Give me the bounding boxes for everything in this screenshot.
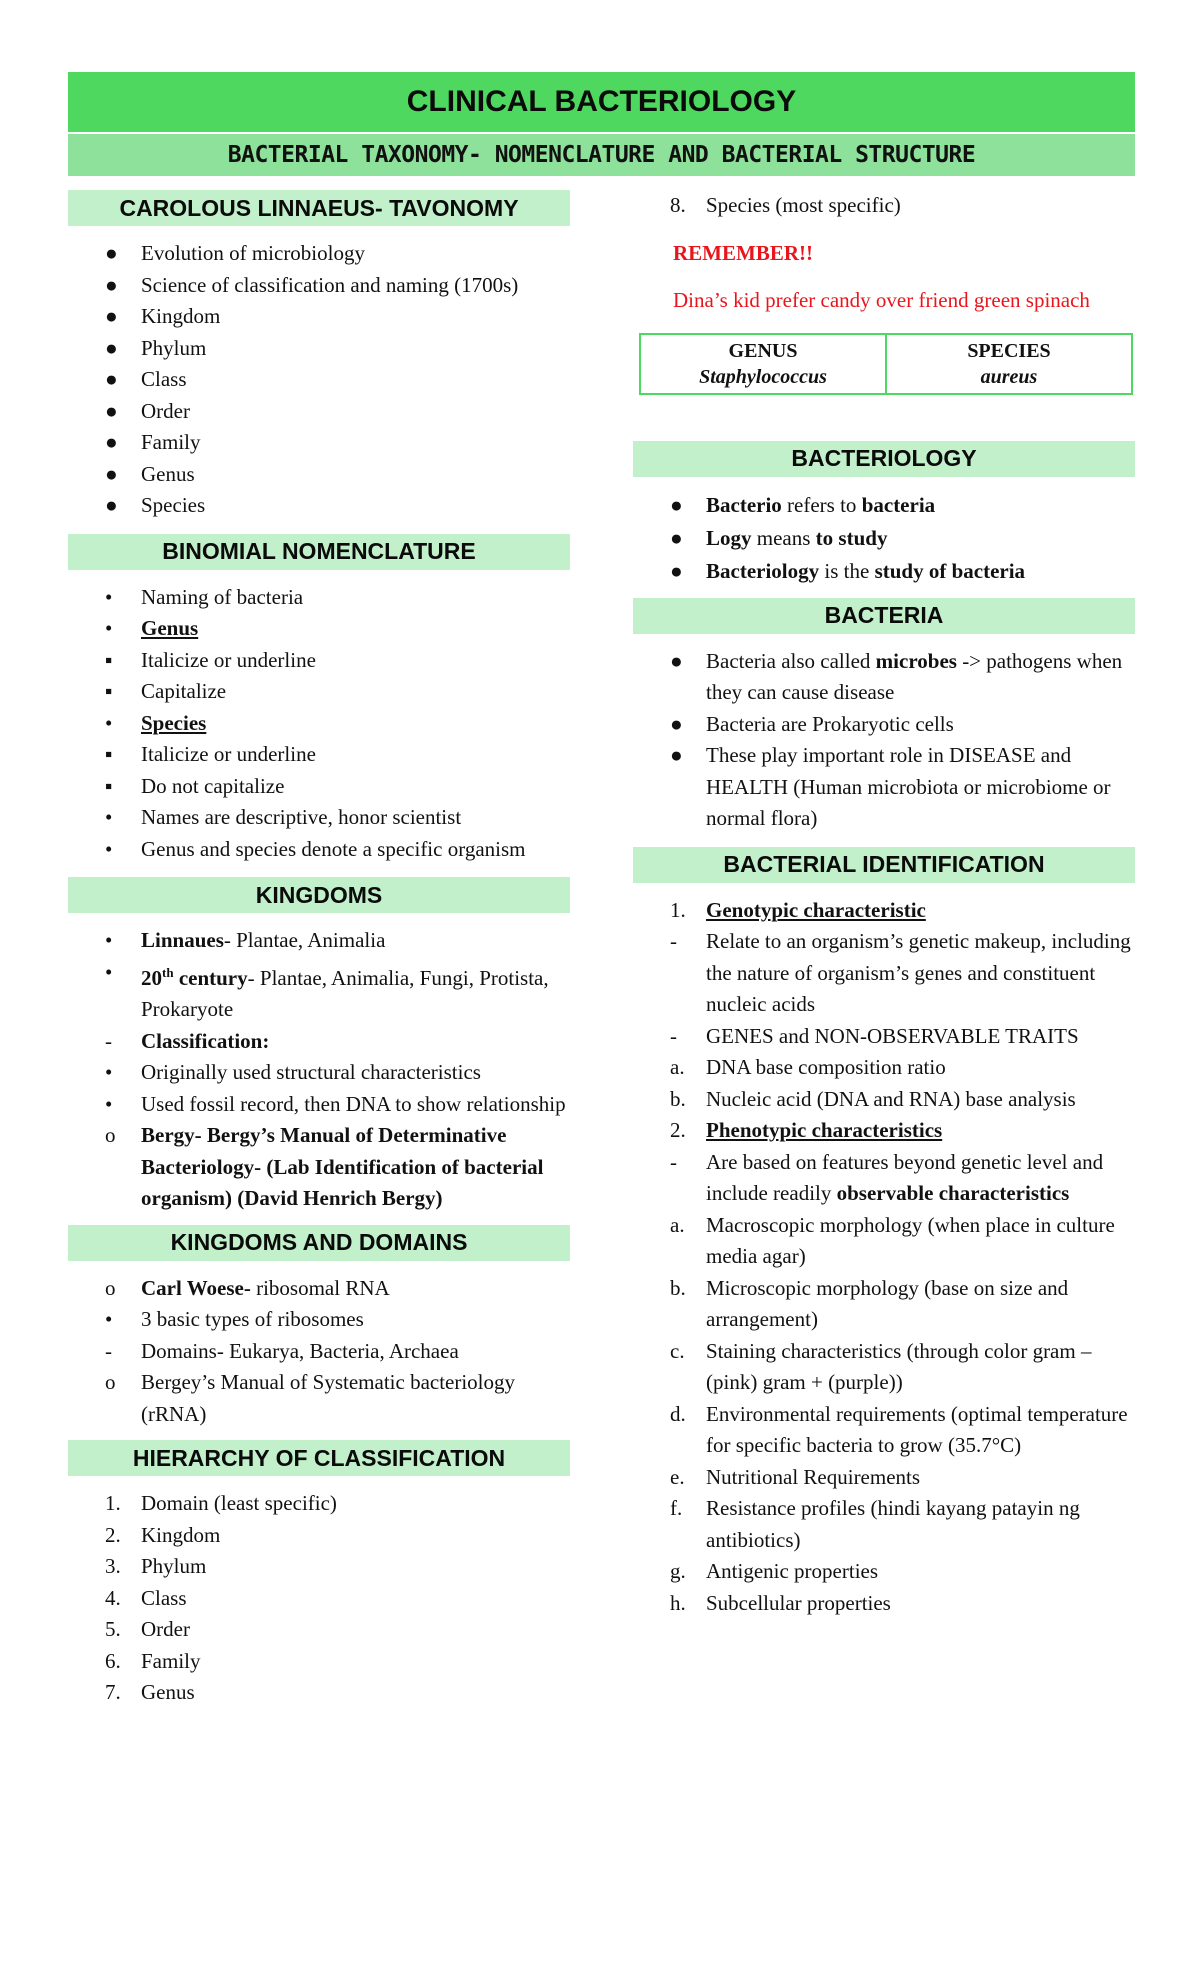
list-item: ▪ Italicize or underline <box>105 647 316 672</box>
bacteriology-list <box>633 489 1135 588</box>
list-item: e. Nutritional Requirements <box>670 1464 921 1489</box>
section-heading-linnaeus: CAROLOUS LINNAEUS- TAVONOMY <box>68 190 570 226</box>
section-heading-identification: BACTERIAL IDENTIFICATION <box>633 847 1135 883</box>
list-item: 4. Class <box>105 1585 187 1610</box>
list-item: ● Kingdom <box>105 304 221 328</box>
list-item: • Genus and species denote a specific organism <box>105 836 526 861</box>
list-item: 2. Phenotypic characteristics <box>670 1118 943 1142</box>
list-item: ● Bacterio refers to bacteria <box>670 492 936 517</box>
list-item: 5. Order <box>105 1617 190 1641</box>
list-item: • Linnaues- Plantae, Animalia <box>105 928 386 952</box>
list-item: ▪ Do not capitalize <box>105 773 285 798</box>
list-item: a. Macroscopic morphology (when place in culture media agar) <box>670 1212 1115 1268</box>
list-item: - GENES and NON-OBSERVABLE TRAITS <box>670 1023 1079 1048</box>
list-item: ● Species <box>105 493 206 517</box>
section-heading-domains: KINGDOMS AND DOMAINS <box>68 1225 570 1261</box>
section-heading-binomial: BINOMIAL NOMENCLATURE <box>68 534 570 570</box>
list-item: a. DNA base composition ratio <box>670 1055 946 1079</box>
hierarchy-list <box>68 1488 570 1709</box>
list-item: ● Bacteria are Prokaryotic cells <box>670 711 954 736</box>
list-item: d. Environmental requirements (optimal temperature for specific bacteria to grow (35.7°C) <box>670 1401 1128 1457</box>
species-cell: SPECIES aureus <box>886 334 1132 394</box>
right-column <box>633 190 1135 1619</box>
list-item: ● Bacteria also called microbes -> pathogens when they can cause disease <box>670 648 1123 704</box>
left-column <box>68 190 570 1709</box>
list-item: ▪ Italicize or underline <box>105 742 316 766</box>
list-item: ● Phylum <box>105 335 207 360</box>
list-item: ● Family <box>105 430 201 454</box>
list-item: ● Evolution of microbiology <box>105 241 365 265</box>
list-item: • Naming of bacteria <box>105 584 304 609</box>
list-item: - Relate to an organism’s genetic makeup, including the nature of organism’s genes and constituent nucleic acids <box>670 929 1131 1016</box>
list-item: • Originally used structural characteristics <box>105 1060 481 1084</box>
list-item: b. Microscopic morphology (base on size and arrangement) <box>670 1275 1069 1331</box>
hierarchy-list-continued <box>633 190 1135 222</box>
section-heading-bacteriology: BACTERIOLOGY <box>633 441 1135 477</box>
list-item: ● Bacteriology is the study of bacteria <box>670 558 1026 583</box>
list-item: ● Genus <box>105 461 195 486</box>
list-item: g. Antigenic properties <box>670 1559 879 1583</box>
page-title: CLINICAL BACTERIOLOGY <box>68 72 1135 132</box>
list-item: ● Order <box>105 398 190 423</box>
bacteria-list <box>633 646 1135 835</box>
list-item: 3. Phylum <box>105 1554 207 1578</box>
list-item: 1. Genotypic characteristic <box>670 897 926 922</box>
binomial-list <box>68 582 570 866</box>
list-item: b. Nucleic acid (DNA and RNA) base analysis <box>670 1086 1076 1111</box>
mnemonic-text: Dina’s kid prefer candy over friend green spinach <box>673 288 1090 312</box>
list-item: f. Resistance profiles (hindi kayang patayin ng antibiotics) <box>670 1496 1080 1552</box>
identification-list <box>633 895 1135 1620</box>
list-item: • Genus <box>105 616 199 640</box>
genus-cell: GENUS Staphylococcus <box>640 334 886 394</box>
list-item: ● Class <box>105 367 187 391</box>
list-item: • Species <box>105 710 207 735</box>
list-item: 2. Kingdom <box>105 1522 221 1547</box>
domains-list <box>68 1273 570 1431</box>
list-item: o Bergy- Bergy’s Manual of Determinative Bacteriology- (Lab Identification of bacterial organism) (David Henrich Bergy) <box>105 1123 544 1210</box>
list-item: - Are based on features beyond genetic level and include readily observable characteristics <box>670 1149 1104 1205</box>
kingdoms-list <box>68 925 570 1215</box>
list-item: ▪ Capitalize <box>105 679 227 703</box>
list-item: 1. Domain (least specific) <box>105 1491 337 1515</box>
list-item: ● Science of classification and naming (1700s) <box>105 272 519 297</box>
list-item: 6. Family <box>105 1648 201 1673</box>
list-item: ● Logy means to study <box>670 525 888 550</box>
list-item: o Carl Woese- ribosomal RNA <box>105 1275 390 1300</box>
linnaeus-list <box>68 238 570 522</box>
list-item: • 20th century- Plantae, Animalia, Fungi, Protista, Prokaryote <box>105 959 549 1021</box>
list-item: • Used fossil record, then DNA to show relationship <box>105 1091 566 1116</box>
list-item: - Classification: <box>105 1028 270 1053</box>
list-item: - Domains- Eukarya, Bacteria, Archaea <box>105 1338 459 1363</box>
section-heading-kingdoms: KINGDOMS <box>68 877 570 913</box>
list-item: c. Staining characteristics (through color gram – (pink) gram + (purple)) <box>670 1338 1092 1394</box>
list-item: • 3 basic types of ribosomes <box>105 1307 364 1331</box>
page-subtitle: BACTERIAL TAXONOMY- NOMENCLATURE AND BACTERIAL STRUCTURE <box>68 134 1135 176</box>
list-item: h. Subcellular properties <box>670 1590 891 1615</box>
list-item: 7. Genus <box>105 1680 195 1704</box>
section-heading-hierarchy: HIERARCHY OF CLASSIFICATION <box>68 1440 570 1476</box>
list-item: • Names are descriptive, honor scientist <box>105 805 462 829</box>
list-item: 8. Species (most specific) <box>670 193 901 217</box>
section-heading-bacteria: BACTERIA <box>633 598 1135 634</box>
remember-label: REMEMBER!! <box>673 240 813 265</box>
genus-species-table <box>639 333 1133 395</box>
list-item: o Bergey’s Manual of Systematic bacteriology (rRNA) <box>105 1370 516 1426</box>
list-item: ● These play important role in DISEASE and HEALTH (Human microbiota or microbiome or normal flora) <box>670 743 1111 830</box>
